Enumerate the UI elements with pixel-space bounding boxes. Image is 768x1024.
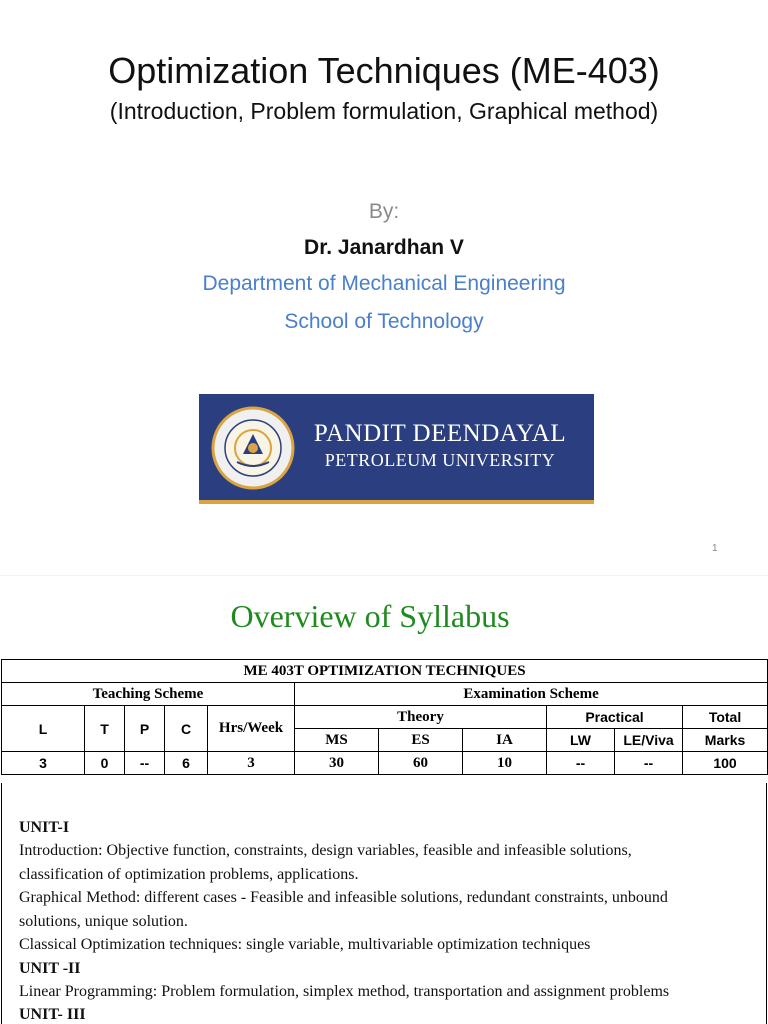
university-seal-icon (209, 404, 297, 492)
unit-1-heading: UNIT-I (19, 819, 70, 836)
slide-subtitle: (Introduction, Problem formulation, Graphical method) (109, 98, 659, 124)
value-c: 6 (165, 752, 208, 775)
marks-header: Marks (683, 729, 768, 752)
content-line: Graphical Method: different cases - Feasible and infeasible solutions, redundant constraints, unbound (19, 889, 668, 906)
value-l: 3 (2, 752, 85, 775)
content-line: Classical Optimization techniques: single variable, multivariable optimization techniques (19, 936, 591, 953)
table-row (2, 683, 768, 706)
by-label: By: (368, 200, 400, 223)
value-t: 0 (85, 752, 125, 775)
university-logo (199, 394, 594, 504)
value-le-viva: -- (615, 752, 683, 775)
overview-heading: Overview of Syllabus (230, 598, 510, 634)
col-ms: MS (295, 729, 379, 752)
value-lw: -- (547, 752, 615, 775)
content-line: Linear Programming: Problem formulation, simplex method, transportation and assignment problems (19, 983, 670, 1000)
value-hrs: 3 (208, 752, 295, 775)
logo-text-line2: PETROLEUM UNIVERSITY (324, 450, 556, 470)
total-header: Total (683, 706, 768, 729)
value-es: 60 (379, 752, 463, 775)
teaching-scheme-header: Teaching Scheme (2, 683, 295, 706)
unit-3-heading: UNIT- III (19, 1006, 86, 1023)
content-line: Introduction: Objective function, constraints, design variables, feasible and infeasible solutions, (19, 842, 632, 859)
school-name: School of Technology (284, 310, 484, 333)
col-ia: IA (463, 729, 547, 752)
col-le-viva: LE/Viva (615, 729, 683, 752)
department-name: Department of Mechanical Engineering (202, 272, 566, 295)
value-p: -- (125, 752, 165, 775)
col-c: C (165, 706, 208, 752)
content-line: classification of optimization problems, applications. (19, 866, 359, 883)
slide-divider (0, 575, 768, 576)
page-number: 1 (712, 543, 718, 554)
theory-header: Theory (295, 706, 547, 729)
value-total: 100 (683, 752, 768, 775)
examination-scheme-header: Examination Scheme (295, 683, 768, 706)
table-row (2, 660, 768, 683)
value-ia: 10 (463, 752, 547, 775)
syllabus-table (1, 659, 768, 775)
col-lw: LW (547, 729, 615, 752)
col-p: P (125, 706, 165, 752)
table-row (2, 706, 768, 729)
col-t: T (85, 706, 125, 752)
content-line: solutions, unique solution. (19, 913, 188, 930)
col-hrs-week: Hrs/Week (208, 706, 295, 752)
syllabus-content (1, 783, 767, 1024)
course-title: ME 403T OPTIMIZATION TECHNIQUES (2, 660, 768, 683)
table-row (2, 752, 768, 775)
practical-header: Practical (547, 706, 683, 729)
col-es: ES (379, 729, 463, 752)
col-l: L (2, 706, 85, 752)
slide-title: Optimization Techniques (ME-403) (108, 50, 660, 91)
author-name: Dr. Janardhan V (304, 236, 464, 259)
logo-text-line1: PANDIT DEENDAYAL (313, 420, 567, 447)
value-ms: 30 (295, 752, 379, 775)
unit-2-heading: UNIT -II (19, 960, 81, 977)
